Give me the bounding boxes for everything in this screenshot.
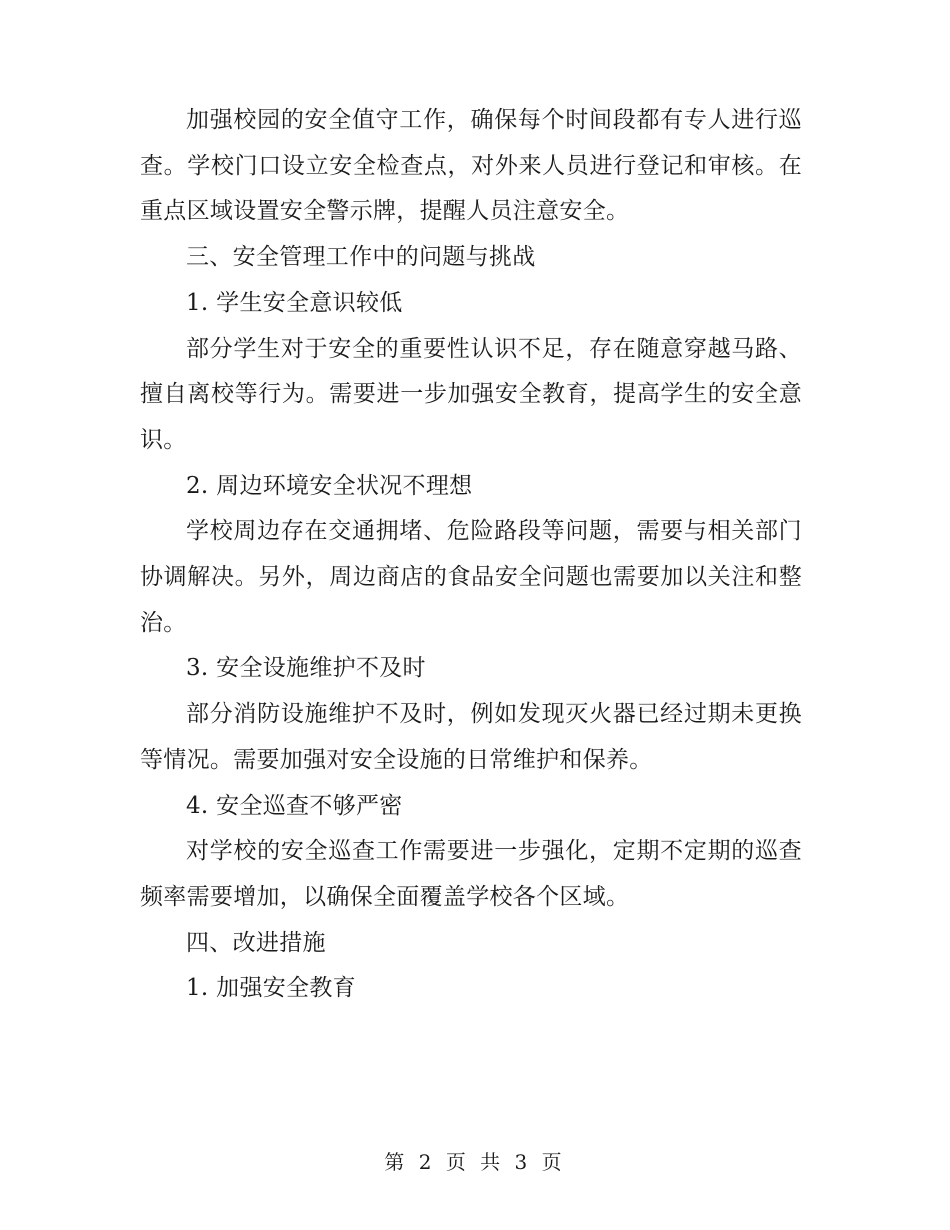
document-body — [140, 98, 802, 1012]
paragraph-facilities: 部分消防设施维护不及时，例如发现灭火器已经过期未更换等情况。需要加强对安全设施的日常维护和保养。 — [140, 701, 802, 773]
paragraph-environment: 学校周边存在交通拥堵、危险路段等问题，需要与相关部门协调解决。另外，周边商店的食品安全问题也需要加以关注和整治。 — [140, 518, 802, 636]
subheading-facilities: 3. 安全设施维护不及时 — [186, 655, 426, 682]
section-heading-improvements: 四、改进措施 — [186, 929, 326, 956]
paragraph-awareness: 部分学生对于安全的重要性认识不足，存在随意穿越马路、擅自离校等行为。需要进一步加强安全教育，提高学生的安全意识。 — [140, 335, 802, 453]
subheading-environment: 2. 周边环境安全状况不理想 — [186, 472, 473, 499]
subheading-patrol: 4. 安全巡查不够严密 — [186, 792, 403, 819]
subheading-awareness: 1. 学生安全意识较低 — [186, 289, 403, 316]
section-heading-problems: 三、安全管理工作中的问题与挑战 — [186, 244, 536, 271]
paragraph-patrol: 对学校的安全巡查工作需要进一步强化，定期不定期的巡查频率需要增加，以确保全面覆盖学校各个区域。 — [140, 838, 802, 910]
subheading-education: 1. 加强安全教育 — [186, 975, 356, 1002]
page-number-footer: 第 2 页 共 3 页 — [384, 1150, 566, 1174]
paragraph-security-duty: 加强校园的安全值守工作，确保每个时间段都有专人进行巡查。学校门口设立安全检查点，对外来人员进行登记和审核。在重点区域设置安全警示牌，提醒人员注意安全。 — [140, 107, 802, 225]
